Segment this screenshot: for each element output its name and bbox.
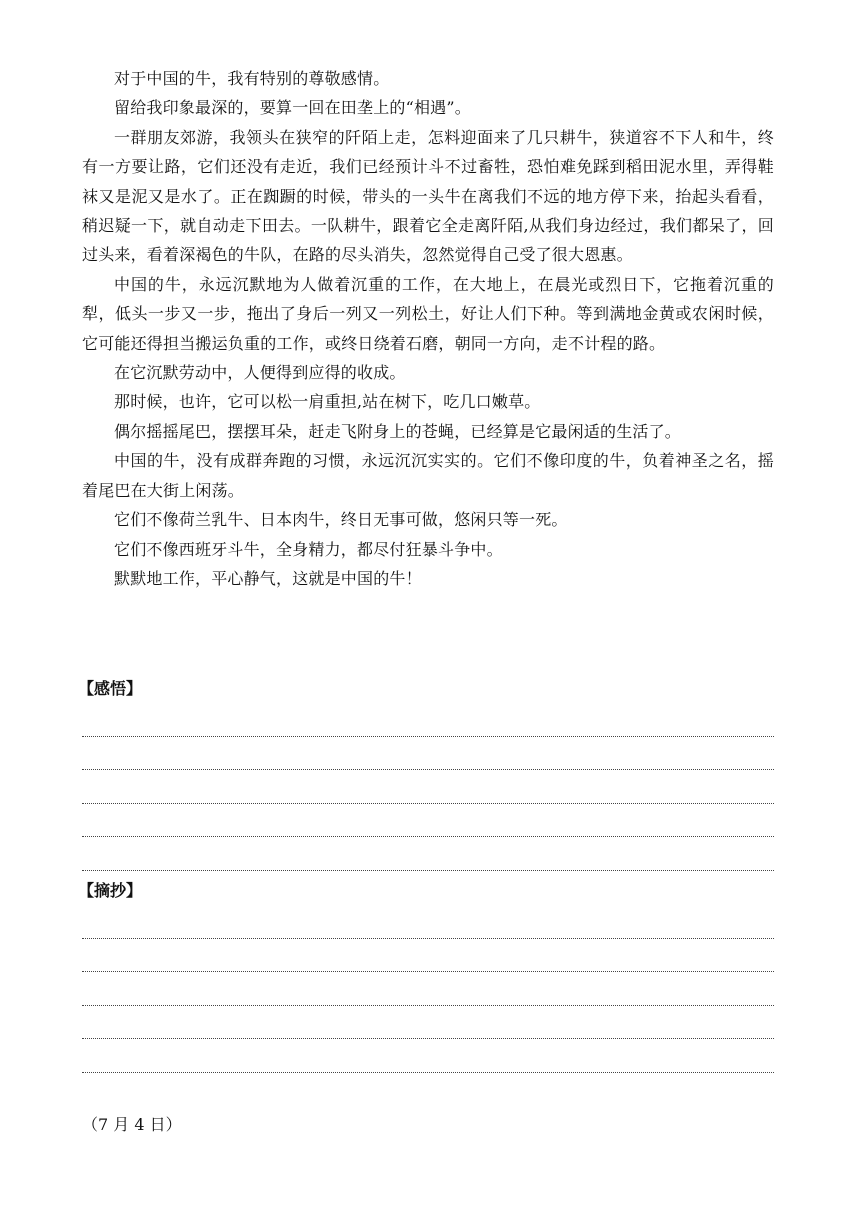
article-paragraph: 它们不像西班牙斗牛，全身精力，都尽付狂暴斗争中。 <box>114 539 503 559</box>
article-paragraph: 对于中国的牛，我有特别的尊敬感情。 <box>114 69 390 88</box>
reflection-writing-line[interactable] <box>82 804 774 838</box>
excerpt-section <box>78 877 774 1073</box>
excerpt-writing-line[interactable] <box>82 939 774 973</box>
excerpt-writing-line[interactable] <box>82 1039 774 1073</box>
excerpt-writing-line[interactable] <box>82 1006 774 1040</box>
excerpt-writing-line[interactable] <box>82 905 774 939</box>
date-label: （7 月 4 日） <box>82 1115 182 1134</box>
article-paragraph: 偶尔摇摇尾巴，摆摆耳朵，赶走飞附身上的苍蝇，已经算是它最闲适的生活了。 <box>114 421 682 441</box>
reflection-writing-line[interactable] <box>82 770 774 804</box>
reflection-writing-line[interactable] <box>82 703 774 737</box>
article-paragraph: 一群朋友郊游，我领头在狭窄的阡陌上走，怎料迎面来了几只耕牛，狭道容不下人和牛，终有一方要让路，它们还没有走近，我们已经预计斗不过畜牲，恐怕难免踩到稻田泥水里，弄得鞋袜又是泥又是水了。正在踟蹰的时候，带头的一头牛在离我们不远的地方停下来，抬起头看看，稍迟疑一下，就自动走下田去。一队耕牛，跟着它全走离阡陌,从我们身边经过，我们都呆了，回过头来，看着深褐色的牛队，在路的尽头消失，忽然觉得自己受了很大恩惠。 <box>82 127 774 265</box>
article-paragraph: 留给我印象最深的，要算一回在田垄上的“相遇”。 <box>114 98 471 118</box>
article-paragraph: 它们不像荷兰乳牛、日本肉牛，终日无事可做，悠闲只等一死。 <box>114 510 568 530</box>
reflection-writing-line[interactable] <box>82 737 774 771</box>
excerpt-title: 【摘抄】 <box>78 881 143 900</box>
reflection-writing-line[interactable] <box>82 837 774 871</box>
article-body <box>82 64 774 593</box>
article-paragraph: 在它沉默劳动中，人便得到应得的收成。 <box>114 363 406 383</box>
reflection-title: 【感悟】 <box>78 679 143 698</box>
excerpt-writing-line[interactable] <box>82 972 774 1006</box>
article-paragraph: 默默地工作，平心静气，这就是中国的牛！ <box>114 568 422 588</box>
article-paragraph: 那时候，也许，它可以松一肩重担,站在树下，吃几口嫩草。 <box>114 392 541 412</box>
article-paragraph: 中国的牛，永远沉默地为人做着沉重的工作，在大地上，在晨光或烈日下，它拖着沉重的犁，低头一步又一步，拖出了身后一列又一列松土，好让人们下种。等到满地金黄或农闲时候，它可能还得担当搬运负重的工作，或终日绕着石磨，朝同一方向，走不计程的路。 <box>82 274 774 353</box>
article-paragraph: 中国的牛，没有成群奔跑的习惯，永远沉沉实实的。它们不像印度的牛，负着神圣之名，摇着尾巴在大街上闲荡。 <box>82 451 774 500</box>
reflection-section <box>78 675 774 871</box>
